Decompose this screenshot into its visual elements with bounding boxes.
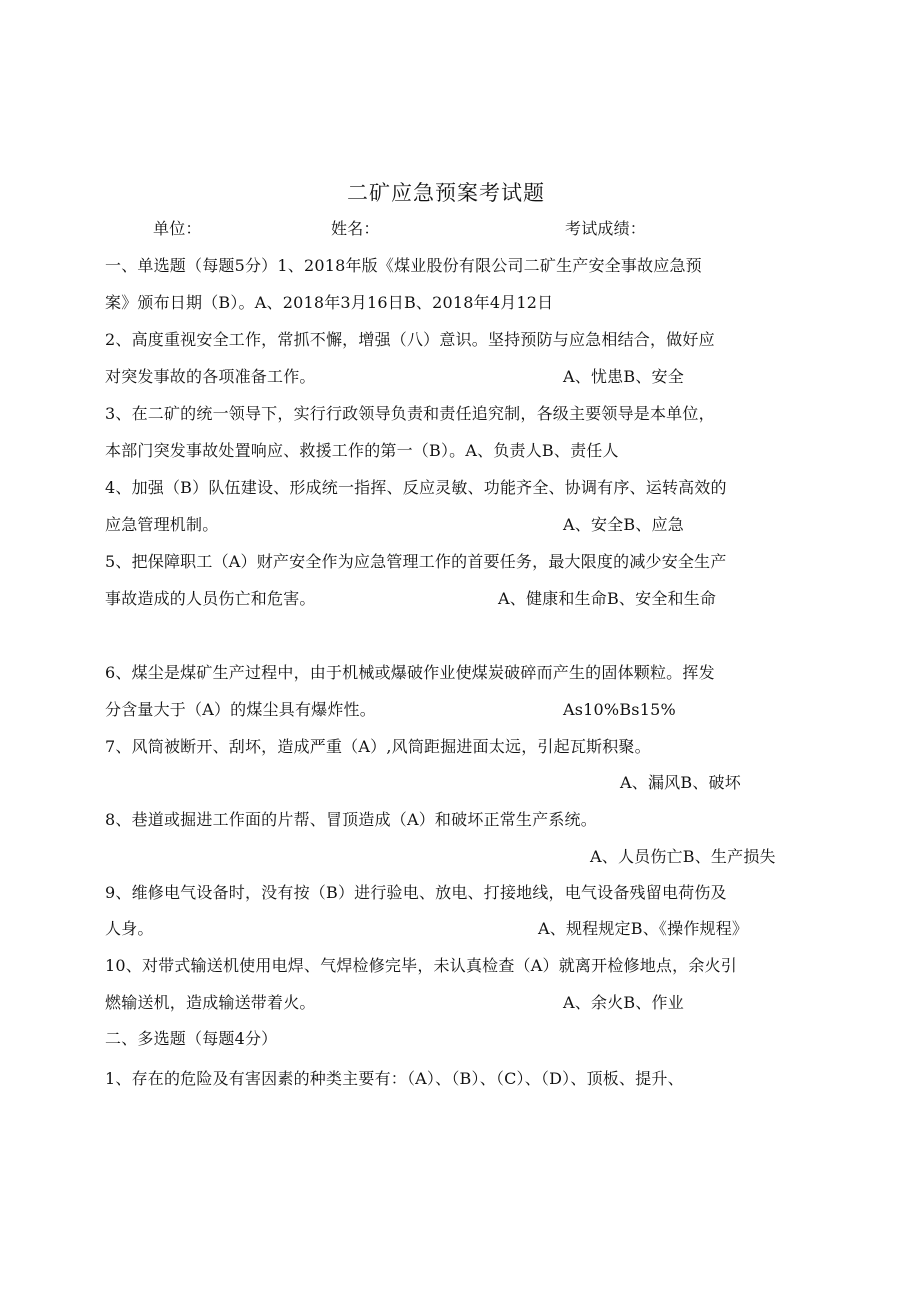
q9-options: A、规程规定B、《操作规程》 [538, 919, 749, 938]
page-title: 二矿应急预案考试题 [347, 181, 545, 205]
q5-options: A、健康和生命B、安全和生命 [498, 589, 717, 608]
q6-line1: 6、煤尘是煤矿生产过程中，由于机械或爆破作业使煤炭破碎而产生的固体颗粒。挥发 [105, 663, 715, 682]
q7-line1: 7、风筒被断开、刮坏，造成严重（A）,风筒距掘进面太远，引起瓦斯积聚。 [105, 737, 651, 756]
q6-options: As10%Bs15% [563, 700, 676, 719]
q6-line2: 分含量大于（A）的煤尘具有爆炸性。 [105, 700, 376, 719]
q7-options: A、漏风B、破坏 [620, 773, 741, 792]
single-choice-heading-q1-line1: 一、单选题（每题5分）1、2018年版《煤业股份有限公司二矿生产安全事故应急预 [105, 256, 702, 275]
multi-q1-line1: 1、存在的危险及有害因素的种类主要有：（A）、（B）、（C）、（D）、顶板、提升、 [105, 1069, 684, 1088]
q1-line2: 案》颁布日期（B）。A、2018年3月16日B、2018年4月12日 [105, 293, 554, 312]
q2-line1: 2、高度重视安全工作，常抓不懈，增强（八）意识。坚持预防与应急相结合，做好应 [105, 330, 715, 349]
q3-line2: 本部门突发事故处置响应、救援工作的第一（B）。A、负责人B、责任人 [105, 441, 619, 460]
unit-label: 单位： [153, 219, 202, 238]
q4-options: A、安全B、应急 [563, 515, 684, 534]
q4-line2: 应急管理机制。 [105, 515, 219, 534]
q9-line1: 9、维修电气设备时，没有按（B）进行验电、放电、打接地线，电气设备残留电荷伤及 [105, 883, 727, 902]
q10-line1: 10、对带式输送机使用电焊、气焊检修完毕，未认真检查（A）就离开检修地点，余火引 [105, 956, 737, 975]
q3-line1: 3、在二矿的统一领导下，实行行政领导负责和责任追究制，各级主要领导是本单位， [105, 404, 715, 423]
q2-options: A、忧患B、安全 [563, 367, 684, 386]
q4-line1: 4、加强（B）队伍建设、形成统一指挥、反应灵敏、功能齐全、协调有序、运转高效的 [105, 478, 727, 497]
q9-line2: 人身。 [105, 919, 154, 938]
q8-line1: 8、巷道或掘进工作面的片帮、冒顶造成（A）和破坏正常生产系统。 [105, 810, 597, 829]
q10-line2: 燃输送机，造成输送带着火。 [105, 993, 316, 1012]
q5-line1: 5、把保障职工（A）财产安全作为应急管理工作的首要任务，最大限度的减少安全生产 [105, 552, 727, 571]
q5-line2: 事故造成的人员伤亡和危害。 [105, 589, 316, 608]
q8-options: A、人员伤亡B、生产损失 [590, 847, 776, 866]
multi-choice-heading: 二、多选题（每题4分） [105, 1029, 278, 1048]
q2-line2: 对突发事故的各项准备工作。 [105, 367, 316, 386]
q10-options: A、余火B、作业 [563, 993, 684, 1012]
score-label: 考试成绩： [565, 219, 647, 238]
name-label: 姓名： [331, 219, 380, 238]
